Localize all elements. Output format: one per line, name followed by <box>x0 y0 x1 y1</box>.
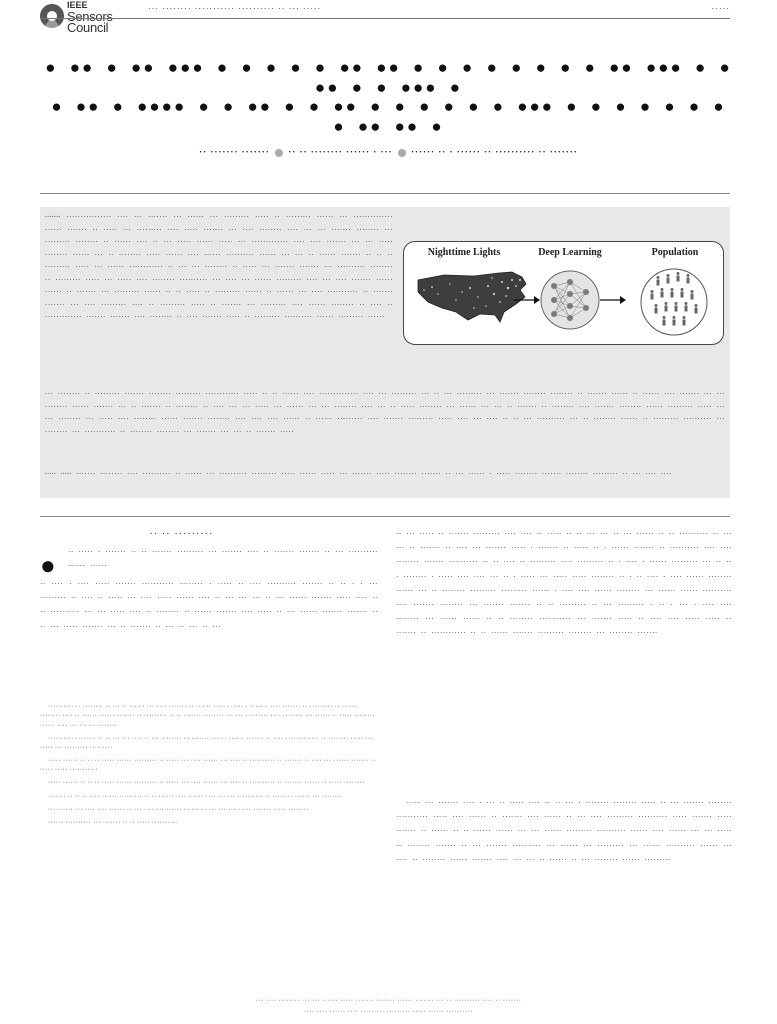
abstract-body-narrow: ················ ···· ··· ······· ··· ······ ··· ········· ····· ·· ········· ······ ··· ·············· ······ ······· ·· ····· ··· ········· ···· ····· ······· ··· ···· ········ ···· ··· ··· ······· ········ ··· ········· ········ ·· ······ ···· ·· ··· ····· ······ ····· ··· ············· ···· ···· ······· ··· ··· ····· ········ ······ ··· ·· ········ ····· ······ ···· ······ ·········· ······ ··· ··· ·· ······ ······· ·· ·· ·· ········· ····· ··· ······ ············ ·· ··· ··· ········ ·· ····· ··· ······· ······· ··· ·········· ········ ·· ········· ····· ··· ····· ···· ········ ·········· ··· ···· ··· ······ ········· ···· ··· ···· ······· ······ ······ ·· ······· ··· ········· ······ ·· ·· ····· ·· ········· ······ ·· ······ ··· ···· ··········· ·· ······· ······· ··· ···· ········· ···· ·· ········· ····· ·· ······· ··· ········· ···· ······ ········ ·· ···· ·· ············· ······· ······· ···· ········ ·· ···· ······· ····· ·· ········· ·········· ······ ········· ······ <box>45 213 393 321</box>
abstract-text <box>45 211 393 387</box>
author-names-3: ······ ·· · ······ ·· ·········· ·· ······· <box>411 147 578 157</box>
author-names-2: ·· ·· ········ ······ · ··· <box>288 147 393 157</box>
logo-icon <box>40 4 64 28</box>
title-rule <box>40 193 730 194</box>
abstract-body-wide: ··· ········ ·· ········· ······· ········ ········· ············ ····· ·· ·· ······ ···· ·············· ···· ··· ········· ··· ·· ··· ········· ··· ······· ········ ········ ·· ······· ······ ·· ······ ···· ······· ··· ··· ········ ······ ······· ··· ·· ······· ·· ········ ·· ···· ··· ··· ····· ··· ······ ··· ··· ········ ···· ··· ·· ····· ········ ··· ······ ··· ··· ·· ······· ·· ········ ···· ······· ········ ······ ········· ····· ··· ··· ········ ··· ····· ···· ········ ······ ······· ········ ···· ···· ···· ······ ·· ······ ········· ···· ······· ········· ····· ···· ··· ···· ·· ·· ··· ·········· ··· ·· ········ ······ ·· ········· ·········· ··· ········ ··· ··········· ·· ········ ········ ··· ······· ··· ··· ·· ······· ····· <box>45 390 725 436</box>
population-label: Population <box>651 247 699 258</box>
footer-line-2: ···· ···· ······ ···· ········· ········· ····· ······ ·········· <box>304 1008 473 1015</box>
abstract-box <box>40 207 730 498</box>
intro-paragraph: ·· ···· · ···· ····· ······· ··········· ········ · ····· ·· ···· ·········· ······· ·· ·· · · ··· ········· ·· ···· ·· ····· ··· ···· ····· ······ ···· ·· ··· ··· ··· ·· ··· ······ ······· ····· ···· ·· ·· ·········· ··· ··· ····· ···· ·· ········ ·· ······ ······· ···· ····· ·· ··· ······ ······· ······· ·· ·· ··· ····· ······· ··· ·· ······· ·· ··· ·· ··· ·· ··· <box>40 580 378 631</box>
index-terms-label: ····· ····· <box>45 470 72 478</box>
author-names-1: ·· ······· ······· <box>199 147 270 157</box>
footnote: ··· ······ ··· ···· ···· ······ ·· ··· ········ ······ ········· ··· ··· ········· ······· ····· ········ <box>48 805 309 813</box>
footnote: ······ ·········· ··· ······· ·· ·· ····· ·········· <box>48 818 178 826</box>
deep-learning-label: Deep Learning <box>538 247 602 258</box>
footnote: ····· ······ ·· ·· ·· ····· ······ ········· ·· ····· ··· ···· ······ ··· ···· ·· ·········· ·· ······· ······ ·· ····· ········ <box>48 779 365 787</box>
body-paragraph-right-1: ·· ··· ····· ·· ······· ········· ···· ···· ·· ····· ·· ·· ··· ··· ·· ··· ······ ·· ·· ·········· ·· ··· ··· ·· ······· ·· ···· ··· ······· ····· · ······· ·· ····· ·· · ······ ······· ·· ·········· ···· ···· ········ ······· ·········· ·· ·· ···· ·· ········· ···· ········· ·· · ···· · ······ ········· ··· ·· ·· · ········ · ····· ···· ···· ··· ·· · ····· ··· ····· ····· ········ ·· · ·· ···· · ···· ······ ········ ······ ··· ·· ········ ········· ········· ······ · ···· ···· ······ ········ ··· ······ ······ ·········· ···· ······· ········ ··· ······· ······· ·· ·· ········· ·· ··· ········· · ·· · ··· · ···· ···· ········ ··· ······ ······ ·· ·· ········ ··········· ··· ······· ····· ·· ···· ···· ····· ····· ·· ······· ·· ············ ·· ·· ······ ······· ········· ········ ··· ········ ······· <box>396 530 732 638</box>
nighttime-lights-label: Nighttime Lights <box>427 247 501 258</box>
orcid-icon[interactable] <box>275 149 283 157</box>
header-rule <box>40 18 730 19</box>
author-footnotes <box>40 702 378 974</box>
footer-line-1: ··· ···· ········ ··· ··· ······ ····· ······· ······· ······ ······· ··· ·· ·········· ···· ·· ······· <box>255 997 522 1004</box>
us-map-icon <box>418 272 526 322</box>
author-list <box>40 147 737 157</box>
paper-title-line-2: ● ●● ● ●●●● ● ● ●● ● ● ●● ● ● ● ● ● ● ●●● ● ● ● ● ● ● ● ● ●● ●● ● <box>51 97 726 136</box>
page-header-right: ····· <box>711 4 730 13</box>
abstract-label: ······· <box>45 213 61 221</box>
footnote: ······· ·· ·· ·· ···· ······ ········· ·· ·· ······ ···· ······ ···· ··· ··· ·········· ·· ········ ······ ··· ········ <box>48 792 343 800</box>
index-terms-text: ······· ········ ···· ·········· ·· ······ ··· ·········· ········· ····· ······ ····· ··· ······· ····· ········ ······· ·· ··· ······ · ····· ········ ······· ········ ········· ·· ··· ···· ···· <box>76 470 673 478</box>
body-paragraph-right-2: ····· ··· ······· ···· · ··· ·· ····· ···· ·· ·· ··· · ········ ········ ····· ·· ··· ······· ········ ··········· ····· ···· ······ ·· ······· ···· ······ ·· ··· ···· ········· ·········· ····· ······· ····· ······· ·· ······ ·· ·· ······ ······ ··· ··· ······ ········· ·········· ······ ···· ······ ··· ··· ····· ·· ········ ······· ·· ··· ······· ·········· ··· ······ ··· ········· ··· ······ ·········· ······ ··· ···· ·· ········ ······ ······· ···· ··· ··· ·· ······ ·· ··· ········ ······ ········· <box>396 799 732 864</box>
abstract-rule <box>40 516 730 517</box>
section-heading: ·· ·· ········· <box>150 530 214 538</box>
drop-cap: ● <box>40 551 56 580</box>
journal-header: ··· ········ ··········· ·········· ·· ··· ····· <box>148 4 322 13</box>
ieee-sensors-council-logo <box>40 0 152 35</box>
footnote: ·········· ·· ········ ·· ··· ·· ······ ··· ···· ······· ·· ······ ······ ····· · ······· ···· ······· ·· ········· ·· ······ ········ ···· ·· ······ ······ ······· ·· ········· ·· ·· ······· ········ ··· ··· ········· ···· ········ ··· ······ ·· ····· ········ ······ ···· ··· ······ ········ <box>40 703 375 729</box>
orcid-icon[interactable] <box>398 149 406 157</box>
arrow-head-icon <box>620 296 626 304</box>
intro-paragraph-lead: ·· ····· · ······· ·· ·· ······· ········· ··· ······· ···· ·· ······· ······· ·· ··· ·········· ······ ······ <box>68 548 378 571</box>
logo-council-text: Sensors Council <box>67 8 113 35</box>
paper-title-line-1: ● ●● ● ●● ●●● ● ● ● ● ● ●● ●● ● ● ● ● ● ● ● ● ●● ●●● ● ● ●● ● ● ●●● ● <box>45 58 732 97</box>
arrow-head-icon <box>534 296 540 304</box>
graphical-abstract <box>403 241 724 345</box>
index-terms <box>45 468 725 494</box>
footnote: ·········· ········ ·· ·· ··· ··· ···· ·· ··· ········ ·········· ······ ······ ······· ·· ···· ············· ·· ········ ····· ··· ····· ··· ········· ········· <box>40 734 374 751</box>
footnote: ····· ······ ·· ·· ·· ····· ······ ········· ·· ····· ··· ···· ······ ··· ···· ·· ·········· ·· ······· ·· ···· ··· ······ ······· ·· ····· ····· ··········· <box>40 757 377 774</box>
page-footer <box>40 995 737 1017</box>
logo-ieee-text: IEEE <box>67 0 88 10</box>
